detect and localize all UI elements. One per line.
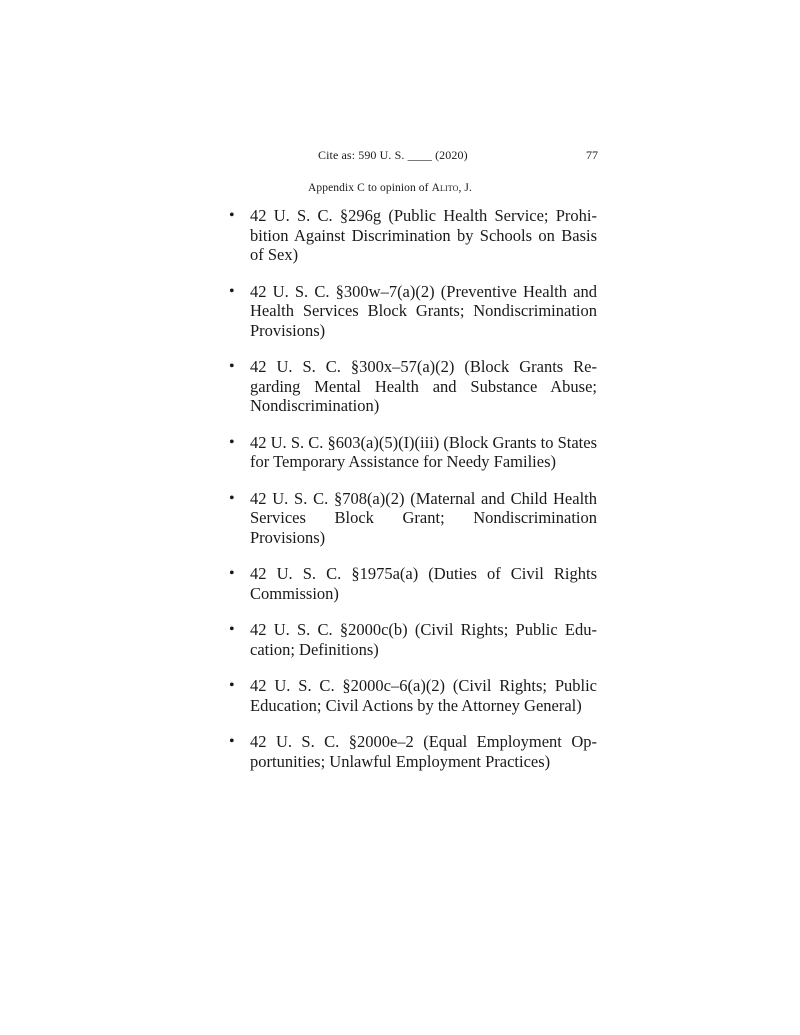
bullet-icon: • bbox=[229, 489, 235, 507]
list-item bbox=[229, 620, 597, 659]
running-head bbox=[318, 148, 598, 168]
subhead-prefix: Appendix C to opinion of bbox=[308, 182, 432, 194]
bullet-icon: • bbox=[229, 433, 235, 451]
list-item-text: 42 U. S. C. §1975a(a) (Duties of Civil Rights Commission) bbox=[250, 564, 597, 603]
bullet-icon: • bbox=[229, 733, 235, 750]
list-item bbox=[229, 732, 597, 771]
list-item-text: 42 U. S. C. §300w–7(a)(2) (Preventive Health and Health Services Block Grants; Nondiscrimination Provisions) bbox=[250, 281, 597, 340]
list-item bbox=[229, 433, 597, 472]
bullet-icon: • bbox=[229, 282, 235, 300]
citation: Cite as: 590 U. S. ____ (2020) bbox=[318, 148, 468, 162]
list-item-text: 42 U. S. C. §708(a)(2) (Maternal and Child Health Services Block Grant; Nondiscrimination Provisions) bbox=[250, 488, 597, 547]
list-item-text: 42 U. S. C. §603(a)(5)(I)(iii) (Block Grants to States for Temporary Assistance for Needy Families) bbox=[250, 432, 597, 471]
list-item bbox=[229, 489, 597, 548]
bullet-icon: • bbox=[229, 621, 235, 638]
subhead-suffix: , J. bbox=[458, 182, 472, 194]
bullet-icon: • bbox=[229, 358, 235, 375]
bullet-icon: • bbox=[229, 677, 235, 694]
list-item bbox=[229, 564, 597, 603]
list-item-text: 42 U. S. C. §296g (Public Health Service; Prohibition Against Discrimination by Schools on Basis of Sex) bbox=[250, 206, 597, 264]
list-item-text: 42 U. S. C. §2000c–6(a)(2) (Civil Rights; Public Education; Civil Actions by the Attorney General) bbox=[250, 676, 597, 715]
page-number: 77 bbox=[586, 148, 598, 162]
list-item bbox=[229, 206, 597, 265]
list-item bbox=[229, 676, 597, 715]
list-item-text: 42 U. S. C. §2000e–2 (Equal Employment Opportunities; Unlawful Employment Practices) bbox=[250, 732, 597, 771]
appendix-subheading bbox=[308, 182, 472, 194]
list-item bbox=[229, 357, 597, 416]
list-item-text: 42 U. S. C. §300x–57(a)(2) (Block Grants Regarding Mental Health and Substance Abuse; Nondiscrimination) bbox=[250, 357, 597, 415]
bullet-icon: • bbox=[229, 207, 235, 224]
statute-list bbox=[229, 206, 597, 788]
subhead-author: Alito bbox=[431, 182, 459, 194]
list-item-text: 42 U. S. C. §2000c(b) (Civil Rights; Public Education; Definitions) bbox=[250, 620, 597, 659]
list-item bbox=[229, 282, 597, 341]
bullet-icon: • bbox=[229, 565, 235, 582]
